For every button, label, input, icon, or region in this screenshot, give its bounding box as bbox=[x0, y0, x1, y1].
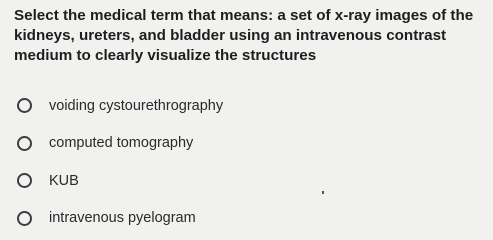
question-text bbox=[14, 6, 484, 66]
question-stem: Select the medical term that means: bbox=[14, 7, 274, 24]
cursor-mark bbox=[322, 191, 324, 194]
answer-option-label: voiding cystourethrography bbox=[49, 97, 224, 114]
question-definition: a set of x-ray images of the kidneys, ureters, and bladder using an intravenous contrast medium to clearly visualize the structures bbox=[14, 7, 474, 64]
answer-option-voiding-cystourethrography[interactable] bbox=[17, 87, 477, 125]
radio-button-icon[interactable] bbox=[17, 173, 32, 188]
answer-option-computed-tomography[interactable] bbox=[17, 125, 477, 163]
answer-option-label: intravenous pyelogram bbox=[49, 210, 196, 227]
answer-option-intravenous-pyelogram[interactable] bbox=[17, 200, 477, 238]
radio-button-icon[interactable] bbox=[17, 211, 32, 226]
radio-button-icon[interactable] bbox=[17, 98, 32, 113]
answer-option-label: KUB bbox=[49, 172, 79, 189]
answer-options bbox=[17, 87, 477, 237]
answer-option-label: computed tomography bbox=[49, 135, 194, 152]
answer-option-kub[interactable] bbox=[17, 162, 477, 200]
radio-button-icon[interactable] bbox=[17, 136, 32, 151]
